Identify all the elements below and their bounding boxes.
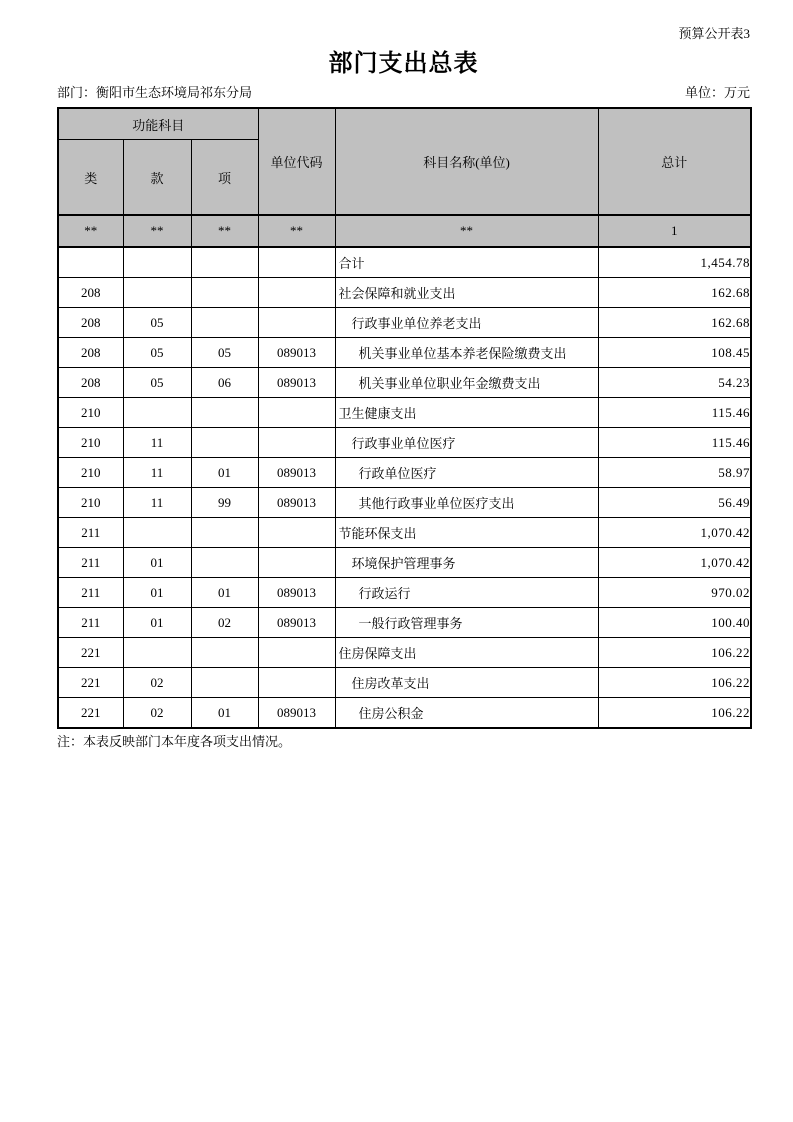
cell-section: 05 [123, 308, 191, 338]
mask-cell-total: 1 [598, 215, 751, 247]
mask-cell-subject: ** [335, 215, 598, 247]
table-row [58, 608, 751, 638]
table-row [58, 458, 751, 488]
mask-cell-unit-code: ** [258, 215, 335, 247]
table-row [58, 548, 751, 578]
cell-section: 01 [123, 578, 191, 608]
header-unit-code: 单位代码 [258, 108, 335, 215]
table-row [58, 698, 751, 729]
meta-row [57, 86, 750, 100]
cell-subject-name: 住房保障支出 [335, 638, 598, 668]
cell-section: 01 [123, 608, 191, 638]
header-class: 类 [58, 140, 123, 216]
cell-unit-code [258, 308, 335, 338]
cell-unit-code [258, 548, 335, 578]
cell-class: 208 [58, 338, 123, 368]
mask-cell-section: ** [123, 215, 191, 247]
cell-class: 211 [58, 608, 123, 638]
table-row [58, 428, 751, 458]
cell-section [123, 247, 191, 278]
cell-total: 56.49 [598, 488, 751, 518]
cell-class [58, 247, 123, 278]
header-section: 款 [123, 140, 191, 216]
cell-section: 11 [123, 458, 191, 488]
cell-total: 54.23 [598, 368, 751, 398]
cell-total: 106.22 [598, 668, 751, 698]
cell-total: 106.22 [598, 638, 751, 668]
cell-class: 208 [58, 278, 123, 308]
cell-total: 162.68 [598, 308, 751, 338]
cell-item [191, 638, 258, 668]
cell-total: 162.68 [598, 278, 751, 308]
cell-total: 115.46 [598, 398, 751, 428]
cell-unit-code: 089013 [258, 458, 335, 488]
cell-section: 01 [123, 548, 191, 578]
cell-section [123, 638, 191, 668]
header-subject-name: 科目名称(单位) [335, 108, 598, 215]
cell-subject-name: 环境保护管理事务 [335, 548, 598, 578]
cell-subject-name: 其他行政事业单位医疗支出 [335, 488, 598, 518]
table-row [58, 518, 751, 548]
unit-label: 单位：万元 [684, 85, 750, 100]
cell-section: 02 [123, 668, 191, 698]
cell-section: 11 [123, 488, 191, 518]
cell-unit-code: 089013 [258, 338, 335, 368]
cell-subject-name: 卫生健康支出 [335, 398, 598, 428]
cell-section [123, 398, 191, 428]
cell-unit-code [258, 518, 335, 548]
cell-section [123, 518, 191, 548]
header-item: 项 [191, 140, 258, 216]
cell-subject-name: 社会保障和就业支出 [335, 278, 598, 308]
expenditure-table [57, 107, 752, 729]
header-total: 总计 [598, 108, 751, 215]
cell-subject-name: 住房改革支出 [335, 668, 598, 698]
table-row [58, 278, 751, 308]
cell-item: 01 [191, 578, 258, 608]
cell-item [191, 247, 258, 278]
cell-class: 211 [58, 518, 123, 548]
cell-subject-name: 行政事业单位医疗 [335, 428, 598, 458]
page-title: 部门支出总表 [328, 50, 479, 77]
cell-unit-code: 089013 [258, 578, 335, 608]
department-label: 部门：衡阳市生态环境局祁东分局 [57, 85, 253, 100]
cell-class: 211 [58, 548, 123, 578]
cell-unit-code: 089013 [258, 698, 335, 729]
cell-subject-name: 一般行政管理事务 [335, 608, 598, 638]
cell-item [191, 428, 258, 458]
cell-item [191, 668, 258, 698]
cell-item: 02 [191, 608, 258, 638]
cell-subject-name: 住房公积金 [335, 698, 598, 729]
cell-total: 106.22 [598, 698, 751, 729]
cell-class: 210 [58, 488, 123, 518]
cell-section: 05 [123, 368, 191, 398]
cell-item [191, 308, 258, 338]
table-row [58, 247, 751, 278]
cell-class: 211 [58, 578, 123, 608]
cell-class: 210 [58, 398, 123, 428]
cell-unit-code: 089013 [258, 608, 335, 638]
cell-class: 208 [58, 308, 123, 338]
cell-total: 115.46 [598, 428, 751, 458]
cell-subject-name: 机关事业单位职业年金缴费支出 [335, 368, 598, 398]
table-row [58, 398, 751, 428]
cell-subject-name: 行政运行 [335, 578, 598, 608]
table-note: 注：本表反映部门本年度各项支出情况。 [57, 734, 292, 749]
cell-class: 210 [58, 458, 123, 488]
cell-total: 1,070.42 [598, 548, 751, 578]
mask-cell-item: ** [191, 215, 258, 247]
cell-unit-code [258, 638, 335, 668]
cell-unit-code [258, 398, 335, 428]
cell-item: 05 [191, 338, 258, 368]
table-row [58, 578, 751, 608]
mask-cell-class: ** [58, 215, 123, 247]
cell-class: 208 [58, 368, 123, 398]
cell-total: 970.02 [598, 578, 751, 608]
cell-item [191, 278, 258, 308]
cell-section: 02 [123, 698, 191, 729]
cell-subject-name: 节能环保支出 [335, 518, 598, 548]
cell-class: 221 [58, 668, 123, 698]
cell-subject-name: 行政事业单位养老支出 [335, 308, 598, 338]
table-row [58, 338, 751, 368]
cell-unit-code [258, 428, 335, 458]
cell-unit-code: 089013 [258, 368, 335, 398]
cell-unit-code [258, 247, 335, 278]
cell-item: 06 [191, 368, 258, 398]
form-number-label: 预算公开表3 [678, 26, 750, 41]
cell-unit-code: 089013 [258, 488, 335, 518]
table-row [58, 668, 751, 698]
cell-section: 11 [123, 428, 191, 458]
cell-section [123, 278, 191, 308]
cell-class: 221 [58, 698, 123, 729]
cell-item: 01 [191, 698, 258, 729]
cell-section: 05 [123, 338, 191, 368]
cell-item [191, 518, 258, 548]
table-row [58, 308, 751, 338]
cell-total: 100.40 [598, 608, 751, 638]
cell-subject-name: 机关事业单位基本养老保险缴费支出 [335, 338, 598, 368]
cell-unit-code [258, 668, 335, 698]
cell-item [191, 398, 258, 428]
table-row [58, 488, 751, 518]
cell-subject-name: 合计 [335, 247, 598, 278]
mask-row [58, 215, 751, 247]
cell-total: 1,454.78 [598, 247, 751, 278]
cell-class: 210 [58, 428, 123, 458]
header-functional-subject: 功能科目 [58, 108, 258, 140]
cell-class: 221 [58, 638, 123, 668]
cell-item: 01 [191, 458, 258, 488]
header-row-group [58, 108, 751, 140]
cell-total: 58.97 [598, 458, 751, 488]
cell-item: 99 [191, 488, 258, 518]
cell-subject-name: 行政单位医疗 [335, 458, 598, 488]
cell-unit-code [258, 278, 335, 308]
cell-total: 1,070.42 [598, 518, 751, 548]
table-row [58, 368, 751, 398]
table-row [58, 638, 751, 668]
cell-total: 108.45 [598, 338, 751, 368]
cell-item [191, 548, 258, 578]
